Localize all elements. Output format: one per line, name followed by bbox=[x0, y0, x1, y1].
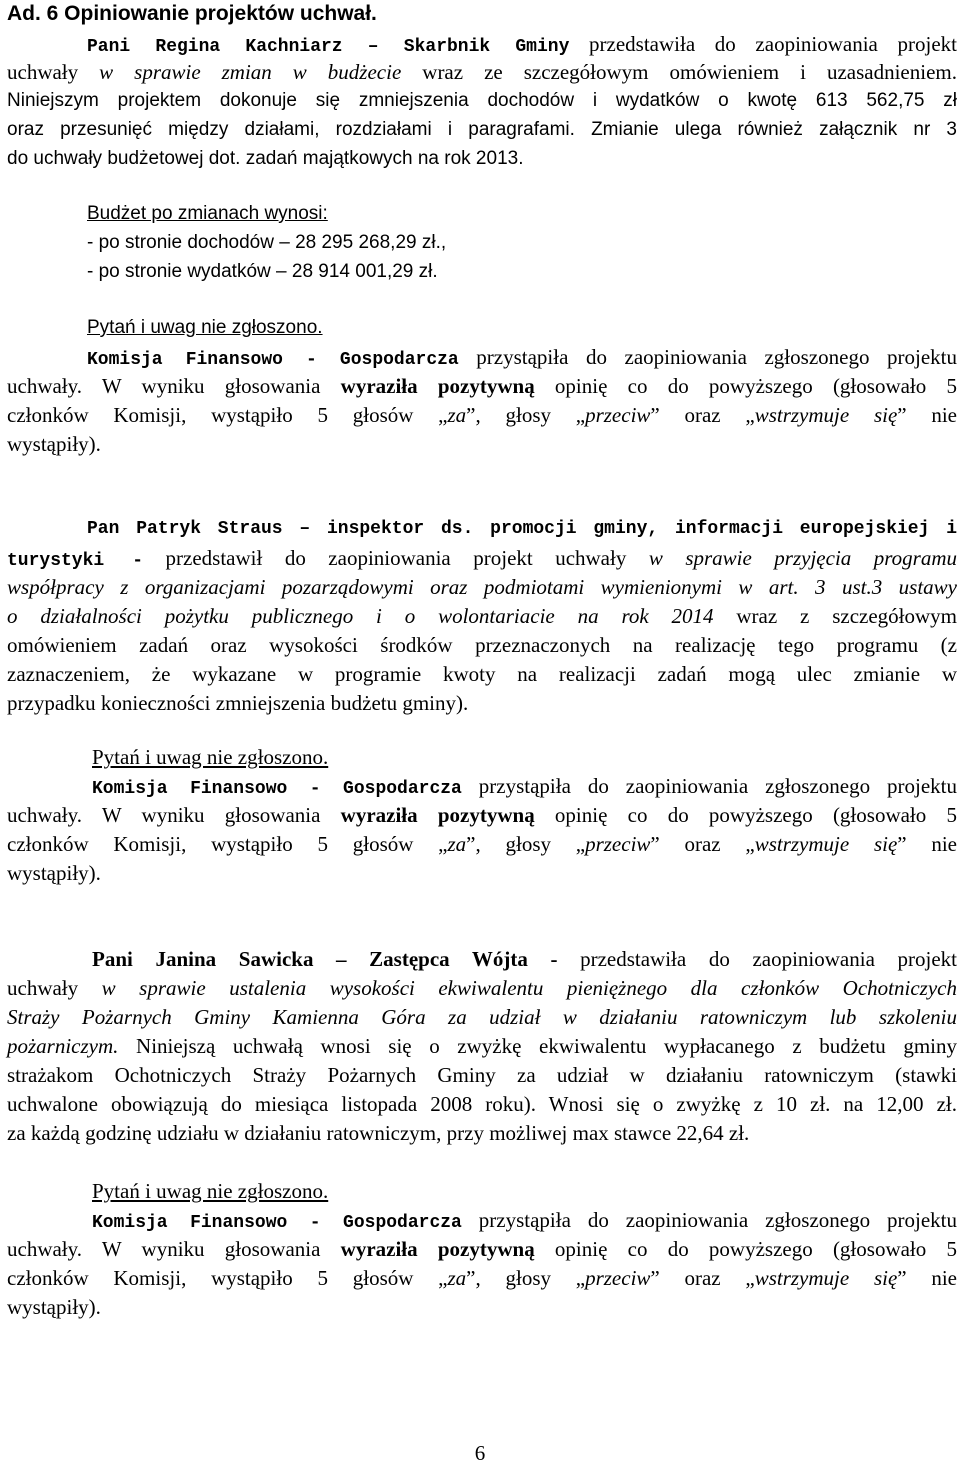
s2-line-5: omówieniem zadań oraz wysokości środków przeznaczonych na realizację tego programu (z bbox=[7, 633, 957, 657]
s2-no-questions: Pytań i uwag nie zgłoszono. bbox=[92, 745, 329, 769]
s2-line-6: zaznaczeniem, że wykazane w programie kwoty na realizacji zadań mogą ulec zmianie w bbox=[7, 662, 957, 686]
budget-expenses: - po stronie wydatków – 28 914 001,29 zł. bbox=[87, 261, 438, 282]
s3-commission-line-2: uchwały. W wyniku głosowania wyraziła pozytywną opinię co do powyższego (głosowało 5 bbox=[7, 1237, 957, 1261]
s2-commission-line-1: Komisja Finansowo - Gospodarcza przystąpiła do zaopiniowania zgłoszonego projektu bbox=[92, 774, 957, 799]
s3-commission-line-3: członków Komisji, wystąpiło 5 głosów „za”, głosy „przeciw” oraz „wstrzymuje się” nie bbox=[7, 1266, 957, 1290]
s1-line-5: do uchwały budżetowej dot. zadań majątkowych na rok 2013. bbox=[7, 148, 524, 169]
s1-line-4: oraz przesunięć między działami, rozdziałami i paragrafami. Zmianie ulega również załącznik nr 3 bbox=[7, 119, 957, 140]
budget-heading: Budżet po zmianach wynosi: bbox=[87, 203, 328, 224]
s3-line-6: uchwalone obowiązują do miesiąca listopada 2008 roku). Wnosi się o zwyżkę z 10 zł. na 12,00 zł. bbox=[7, 1092, 957, 1116]
s2-line-1: Pan Patryk Straus – inspektor ds. promocji gminy, informacji europejskiej i bbox=[87, 519, 957, 539]
s3-line-4: pożarniczym. Niniejszą uchwałą wnosi się o zwyżkę ekwiwalentu wypłacanego z budżetu gminy bbox=[7, 1034, 957, 1058]
s1-commission-line-4: wystąpiły). bbox=[7, 432, 101, 456]
s3-line-5: strażakom Ochotniczych Straży Pożarnych Gminy za udział w działaniu ratowniczym (stawki bbox=[7, 1063, 957, 1087]
s1-commission-line-1: Komisja Finansowo - Gospodarcza przystąpiła do zaopiniowania zgłoszonego projektu bbox=[87, 345, 957, 370]
s1-commission-line-3: członków Komisji, wystąpiło 5 głosów „za”, głosy „przeciw” oraz „wstrzymuje się” nie bbox=[7, 403, 957, 427]
s2-line-3: współpracy z organizacjami pozarządowymi oraz podmiotami wymienionymi w art. 3 ust.3 ustawy bbox=[7, 575, 958, 599]
s2-commission-line-2: uchwały. W wyniku głosowania wyraziła pozytywną opinię co do powyższego (głosowało 5 bbox=[7, 803, 957, 827]
s3-line-3: Straży Pożarnych Gminy Kamienna Góra za udział w działaniu ratowniczym lub szkoleniu bbox=[7, 1005, 957, 1029]
s1-no-questions: Pytań i uwag nie zgłoszono. bbox=[87, 317, 323, 338]
s2-commission-line-4: wystąpiły). bbox=[7, 861, 101, 885]
s1-line-1: Pani Regina Kachniarz – Skarbnik Gminy przedstawiła do zaopiniowania projekt bbox=[87, 32, 958, 57]
s1-line-2: uchwały w sprawie zmian w budżecie wraz ze szczegółowym omówieniem i uzasadnieniem. bbox=[7, 60, 957, 84]
s2-line-7: przypadku konieczności zmniejszenia budżetu gminy). bbox=[7, 691, 469, 715]
s3-no-questions: Pytań i uwag nie zgłoszono. bbox=[92, 1179, 329, 1203]
s3-commission-line-1: Komisja Finansowo - Gospodarcza przystąpiła do zaopiniowania zgłoszonego projektu bbox=[92, 1208, 957, 1233]
section-heading: Ad. 6 Opiniowanie projektów uchwał. bbox=[7, 2, 377, 25]
s1-line-3: Niniejszym projektem dokonuje się zmniejszenia dochodów i wydatków o kwotę 613 562,75 zł bbox=[7, 90, 957, 111]
s3-line-2: uchwały w sprawie ustalenia wysokości ekwiwalentu pieniężnego dla członków Ochotniczych bbox=[7, 976, 957, 1000]
s2-line-4: o działalności pożytku publicznego i o wolontariacie na rok 2014 wraz z szczegółowym bbox=[7, 604, 958, 628]
page-number: 6 bbox=[474, 1441, 486, 1465]
budget-income: - po stronie dochodów – 28 295 268,29 zł., bbox=[87, 232, 447, 253]
s1-commission-line-2: uchwały. W wyniku głosowania wyraziła pozytywną opinię co do powyższego (głosowało 5 bbox=[7, 374, 957, 398]
s3-commission-line-4: wystąpiły). bbox=[7, 1295, 101, 1319]
s2-line-2: turystyki - przedstawił do zaopiniowania projekt uchwały w sprawie przyjęcia programu bbox=[7, 546, 957, 571]
s3-line-1: Pani Janina Sawicka – Zastępca Wójta - przedstawiła do zaopiniowania projekt bbox=[92, 947, 957, 971]
s2-commission-line-3: członków Komisji, wystąpiło 5 głosów „za”, głosy „przeciw” oraz „wstrzymuje się” nie bbox=[7, 832, 957, 856]
s3-line-7: za każdą godzinę udziału w działaniu ratowniczym, przy możliwej max stawce 22,64 zł. bbox=[7, 1121, 750, 1145]
